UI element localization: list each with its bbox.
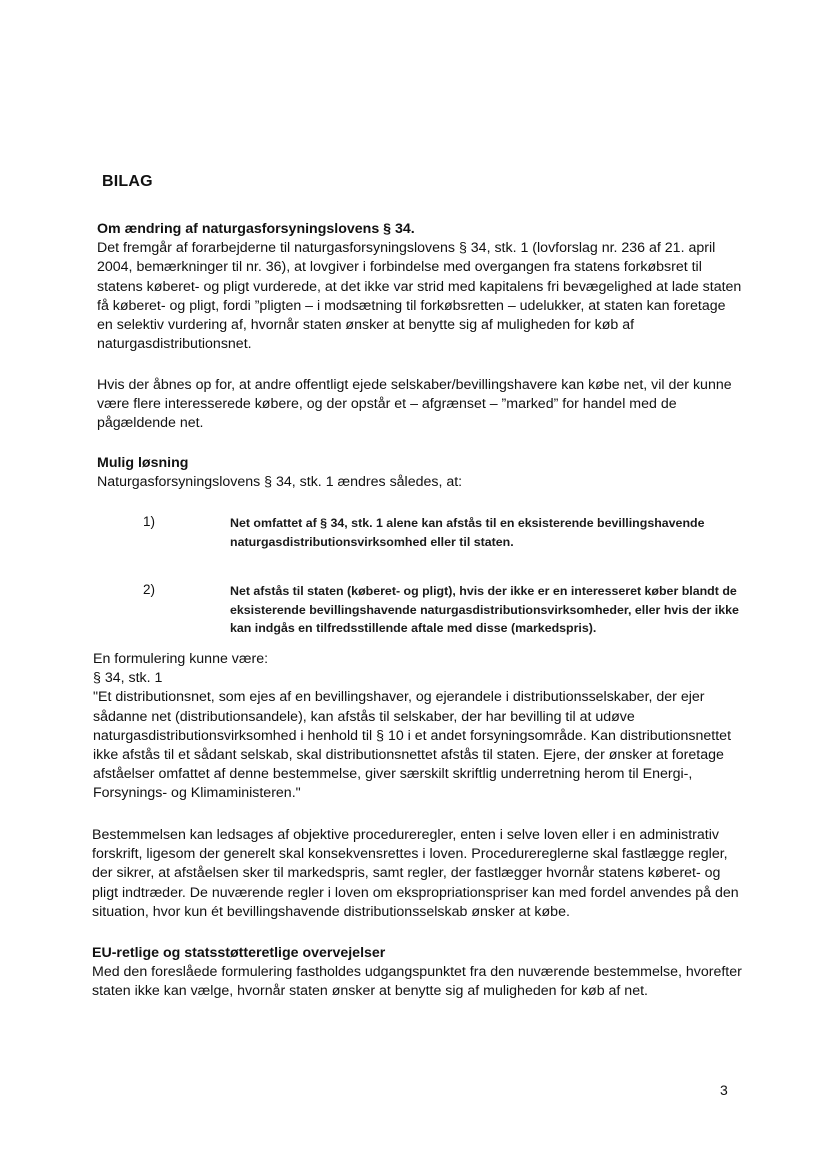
intro-text: Naturgasforsyningslovens § 34, stk. 1 ændres således, at: (97, 474, 463, 491)
paragraph: Med den foreslåede formulering fastholdes udgangspunktet fra den nuværende bestemmelse, hvorefter staten ikke kan vælge, hvornår staten ønsker at benytte sig af muligheden for køb af net. (92, 964, 742, 1000)
section-heading: EU-retlige og statsstøtteretlige overvejelser (92, 945, 386, 961)
paragraph-reference: § 34, stk. 1 (93, 670, 163, 687)
paragraph: Det fremgår af forarbejderne til naturgasforsyningslovens § 34, stk. 1 (lovforslag nr. 236 af 21. april 2004, bemærkninger til nr. 36), at lovgiver i forbindelse med overgangen fra statens forkøbsret til statens køberet- og pligt vurderede, at det ikke var strid med kapitalens fri bevægelighed at lade staten få køberet- og pligt, fordi ”pligten – i modsætning til forkøbsretten – udelukker, at staten kan foretage en selektiv vurdering af, hvornår staten ønsker at benytte sig af muligheden for køb af naturgasdistributionsnet. (97, 240, 742, 353)
section-heading: Mulig løsning (97, 455, 189, 471)
page-number: 3 (720, 1082, 728, 1098)
section-possible-solution (97, 454, 742, 492)
document-title: BILAG (102, 173, 153, 190)
list-item-text: Net afstås til staten (køberet- og pligt), hvis der ikke er en interesseret køber blandt de eksisterende bevillingshavende naturgasdistributionsvirksomheder, eller hvis der ikke kan indgås en tilfredsstillende aftale med disse (markedspris). (230, 584, 739, 635)
quoted-provision: "Et distributionsnet, som ejes af en bevillingshaver, og ejerandele i distributionsselskaber, der ejer sådanne net (distributionsandele), kan afstås til selskaber, der har bevilling til at udøve naturgasdistributionsvirksomhed i henhold til § 10 i et andet forsyningsområde. Kan distributionsnettet ikke afstås til et sådant selskab, skal distributionsnettet afstås til staten. Ejere, der ønsker at foretage afståelser omfattet af denne bestemmelse, giver særskilt skriftlig underretning herom til Energi-, Forsynings- og Klimaministeren." (93, 689, 732, 802)
formulation-intro: En formulering kunne være: (93, 651, 269, 667)
paragraph-procedures: Bestemmelsen kan ledsages af objektive procedureregler, enten i selve loven eller i en administrativ forskrift, ligesom der generelt skal konsekvensrettes i loven. Procedurereglerne skal fastlægge regler, der sikrer, at afståelsen sker til markedspris, samt regler, der fastlægger hvornår statens køberet- og pligt indtræder. De nuværende regler i loven om ekspropriationspriser kan med fordel anvendes på den situation, hvor kun ét bevillingshavende distributionsselskab ønsker at købe. (92, 827, 739, 920)
paragraph-market: Hvis der åbnes op for, at andre offentligt ejede selskaber/bevillingshavere kan købe net, vil der kunne være flere interesserede købere, og der opstår et – afgrænset – ”marked” for handel med de pågældende net. (97, 377, 732, 432)
section-heading: Om ændring af naturgasforsyningslovens § 34. (97, 221, 415, 237)
section-eu-law (92, 944, 742, 1002)
section-amendment (97, 220, 742, 354)
list-item-text: Net omfattet af § 34, stk. 1 alene kan afstås til en eksisterende bevillingshavende naturgasdistributionsvirksomhed eller til staten. (230, 516, 705, 549)
list-item-number: 1) (143, 514, 156, 529)
list-item-number: 2) (143, 582, 156, 597)
formulation-block (93, 650, 743, 804)
